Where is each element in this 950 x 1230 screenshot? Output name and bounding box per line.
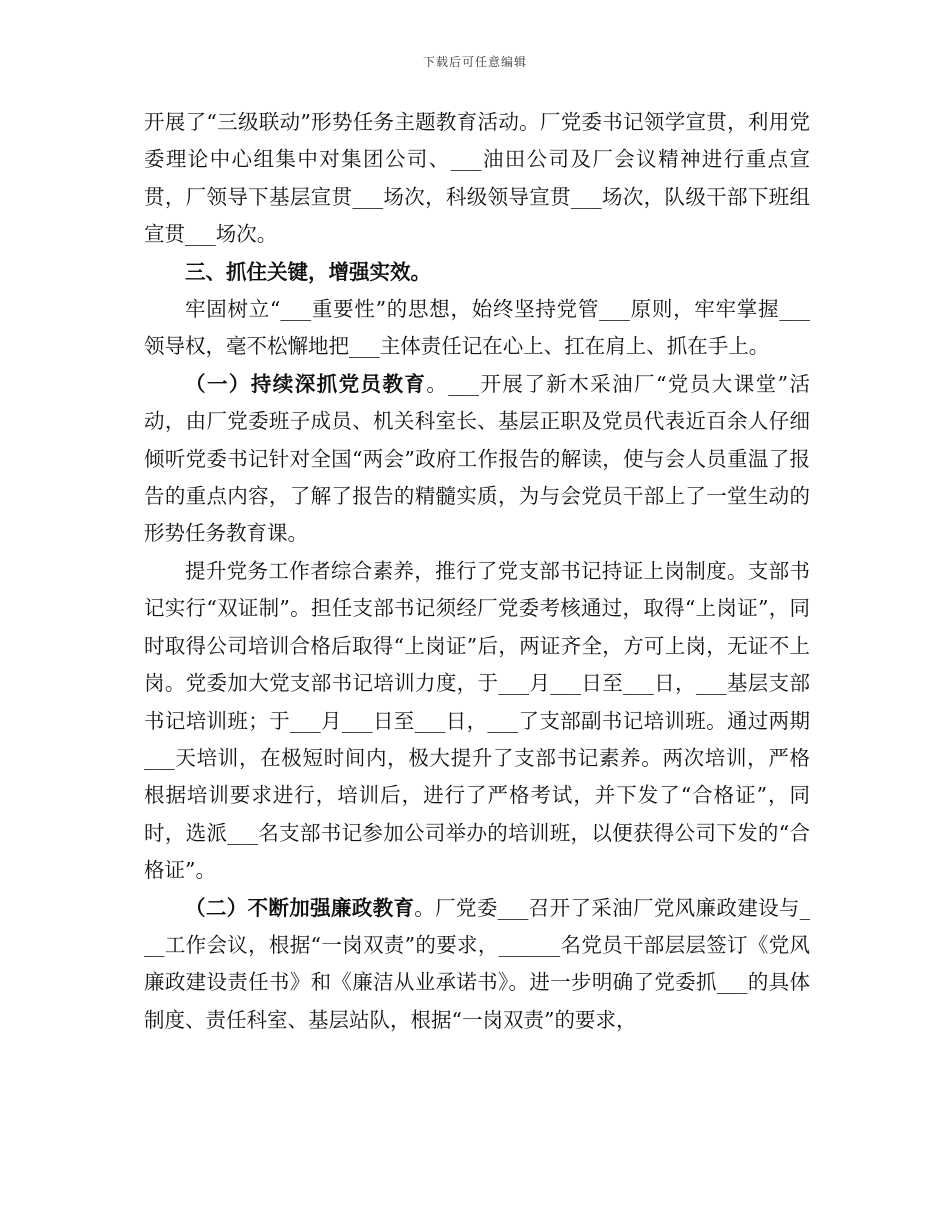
subsection-lead-2: （二）不断加强廉政教育 <box>185 895 415 920</box>
paragraph-1 <box>144 104 810 254</box>
paragraph-5 <box>144 890 810 1040</box>
paragraph-4 <box>144 553 810 890</box>
section-heading-3 <box>144 254 810 291</box>
paragraph-text: 开展了“三级联动”形势任务主题教育活动。厂党委书记领学宣贯，利用党委理论中心组集中对集团公司、___油田公司及厂会议精神进行重点宣贯，厂领导下基层宣贯___场次，科级领导宣贯___场次，队级干部下班组宣贯___场次。 <box>144 110 810 247</box>
paragraph-2 <box>144 291 810 366</box>
heading-text: 三、抓住关键，增强实效。 <box>185 259 431 284</box>
paragraph-text: 提升党务工作者综合素养，推行了党支部书记持证上岗制度。支部书记实行“双证制”。担任支部书记须经厂党委考核通过，取得“上岗证”，同时取得公司培训合格后取得“上岗证”后，两证齐全，方可上岗，无证不上岗。党委加大党支部书记培训力度，于___月___日至___日，___基层支部书记培训班；于___月___日至___日，___了支部副书记培训班。通过两期___天培训，在极短时间内，极大提升了支部书记素养。两次培训，严格根据培训要求进行，培训后，进行了严格考试，并下发了“合格证”，同时，选派___名支部书记参加公司举办的培训班，以便获得公司下发的“合格证”。 <box>144 558 810 883</box>
paragraph-text: 牢固树立“___重要性”的思想，始终坚持党管___原则，牢牢掌握___领导权，毫不松懈地把___主体责任记在心上、扛在肩上、抓在手上。 <box>144 297 810 359</box>
subsection-lead-1: （一）持续深抓党员教育 <box>185 371 427 396</box>
paragraph-text: 。___开展了新木采油厂“党员大课堂”活动，由厂党委班子成员、机关科室长、基层正职及党员代表近百余人仔细倾听党委书记针对全国“两会”政府工作报告的解读，使与会人员重温了报告的重点内容，了解了报告的精髓实质，为与会党员干部上了一堂生动的形势任务教育课。 <box>144 371 810 546</box>
page-header: 下载后可任意编辑 <box>422 55 527 69</box>
paragraph-3 <box>144 366 810 553</box>
paragraph-text: 。厂党委___召开了采油厂党风廉政建设与___工作会议，根据“一岗双责”的要求，______名党员干部层层签订《党风廉政建设责任书》和《廉洁从业承诺书》。进一步明确了党委抓___的具体制度、责任科室、基层站队，根据“一岗双责”的要求， <box>144 895 811 1032</box>
document-body <box>144 104 810 1039</box>
